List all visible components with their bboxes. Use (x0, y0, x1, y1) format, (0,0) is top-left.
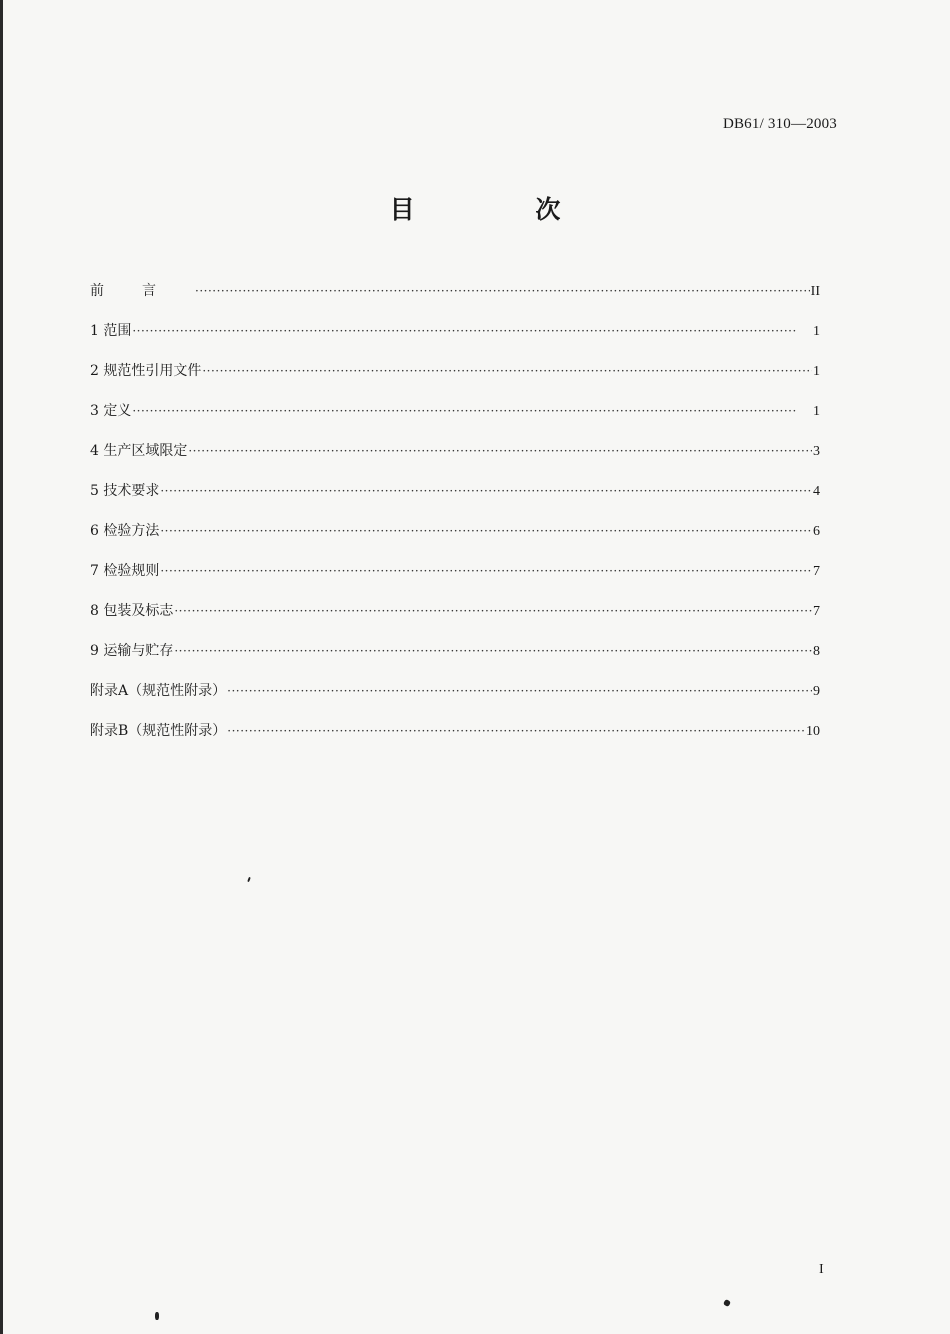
toc-entry-label: 前言 (90, 283, 194, 299)
page-number: I (819, 1262, 824, 1277)
toc-leader-dots (132, 404, 812, 418)
toc-entry-page: 6 (813, 524, 820, 539)
toc-entry-label: 7 检验规则 (90, 563, 160, 579)
toc-entry-appendix-b[interactable] (90, 720, 820, 760)
scan-speck (155, 1312, 159, 1320)
toc-entry-page: 3 (813, 444, 820, 459)
toc-entry-page: 1 (813, 404, 820, 419)
toc-entry-3[interactable] (90, 400, 820, 440)
toc-entry-5[interactable] (90, 480, 820, 520)
toc-entry-label: 附录B（规范性附录） (90, 723, 227, 739)
scan-speck (247, 877, 251, 882)
toc-entry-page: 9 (813, 684, 820, 699)
toc-entry-page: 10 (806, 724, 820, 739)
toc-leader-dots (202, 364, 812, 378)
toc-entry-8[interactable] (90, 600, 820, 640)
toc-entry-page: 8 (813, 644, 820, 659)
toc-entry-appendix-a[interactable] (90, 680, 820, 720)
toc-entry-4[interactable] (90, 440, 820, 480)
toc-entry-2[interactable] (90, 360, 820, 400)
toc-entry-6[interactable] (90, 520, 820, 560)
toc-entry-foreword[interactable] (90, 280, 820, 320)
page-title: 目 次 (389, 195, 617, 224)
toc-entry-label: 8 包装及标志 (90, 603, 174, 619)
toc-entry-label: 3 定义 (90, 403, 132, 419)
toc-leader-dots (132, 324, 812, 338)
toc-leader-dots (160, 564, 812, 578)
toc-entry-label: 6 检验方法 (90, 523, 160, 539)
toc-entry-label: 9 运输与贮存 (90, 643, 174, 659)
toc-entry-page: 1 (813, 364, 820, 379)
toc-entry-7[interactable] (90, 560, 820, 600)
toc-leader-dots (160, 524, 812, 538)
toc-entry-label: 1 范围 (90, 323, 132, 339)
toc-entry-1[interactable] (90, 320, 820, 360)
toc-entry-page: 4 (813, 484, 820, 499)
toc-entry-label: 2 规范性引用文件 (90, 363, 202, 379)
toc-entry-page: II (810, 284, 820, 299)
toc-leader-dots (160, 484, 812, 498)
scan-speck (723, 1299, 731, 1307)
toc-entry-label: 5 技术要求 (90, 483, 160, 499)
toc-leader-dots (188, 444, 812, 458)
toc-leader-dots (174, 604, 812, 618)
toc-leader-dots (174, 644, 812, 658)
toc-entry-page: 7 (813, 604, 820, 619)
toc-leader-dots (227, 684, 812, 698)
toc-entry-label: 附录A（规范性附录） (90, 683, 227, 699)
toc-entry-page: 7 (813, 564, 820, 579)
toc-leader-dots (227, 724, 805, 738)
table-of-contents (90, 280, 820, 760)
toc-leader-dots (195, 284, 810, 298)
toc-entry-label: 4 生产区域限定 (90, 443, 188, 459)
toc-entry-page: 1 (813, 324, 820, 339)
toc-entry-9[interactable] (90, 640, 820, 680)
standard-code: DB61/ 310—2003 (722, 116, 837, 132)
